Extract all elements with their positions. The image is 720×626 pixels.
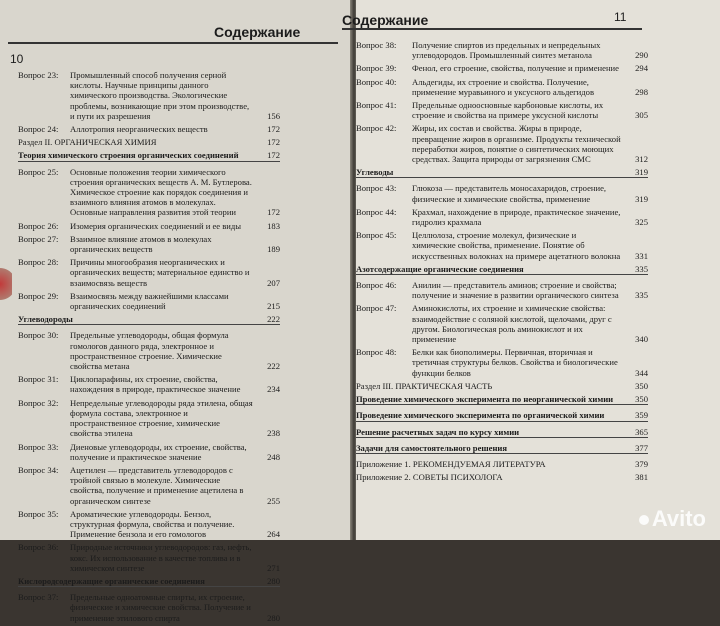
- entry-title: Получение спиртов из предельных и непредельных углеводородов. Промышленный синтез метанола: [412, 40, 601, 61]
- entry-title: Взаимосвязь между важнейшими классами органических соединений: [70, 290, 229, 312]
- question-number: Вопрос 43:: [356, 183, 397, 194]
- entry-title: Предельные углеводороды, общая формула гомологов данного ряда, электронное и пространственное строение. Химические свойства метана: [70, 330, 229, 372]
- entry-title: Проведение химического эксперимента по неорганической химии: [356, 394, 614, 405]
- entry-title: Ацетилен — представитель углеводородов с тройной связью в молекуле. Химические свойства, получение и применение ацетилена в органическом синтезе: [70, 464, 244, 506]
- entry-title: Приложение 2. СОВЕТЫ ПСИХОЛОГА: [356, 472, 503, 483]
- toc-entry: [18, 592, 280, 623]
- page-ref: 325: [635, 217, 648, 228]
- avito-watermark: Avito: [639, 506, 706, 532]
- page-ref: 381: [635, 472, 648, 483]
- question-number: Вопрос 24:: [18, 124, 59, 135]
- toc-entry: [18, 221, 280, 231]
- entry-title: Задачи для самостоятельного решения: [356, 442, 508, 453]
- right-header-rule: [342, 28, 642, 30]
- page-ref: 264: [267, 529, 280, 540]
- question-number: Вопрос 45:: [356, 230, 397, 241]
- entry-title: Циклопарафины, их строение, свойства, нахождения в природе, практическое значение: [70, 374, 241, 395]
- entry-title: Предельные одноосновные карбоновые кислоты, их строение и свойства на примере уксусной кислоты: [412, 100, 604, 121]
- toc-entry: [356, 381, 648, 391]
- toc-entry: [356, 303, 648, 344]
- entry-title: Целлюлоза, строение молекул, физические и химические свойства, применение. Понятие об искусственных волокнах на примере ацетатного волокна: [412, 230, 621, 261]
- page-ref: 215: [267, 301, 280, 312]
- entry-title: Решение расчетных задач по курсу химии: [356, 426, 520, 437]
- page-ref: 350: [635, 394, 648, 405]
- right-page: [342, 0, 720, 540]
- question-number: Вопрос 47:: [356, 303, 397, 314]
- page-ref: 335: [635, 290, 648, 301]
- entry-title: Теория химического строения органических соединений: [18, 150, 239, 161]
- toc-entry: [356, 123, 648, 164]
- entry-title: Анилин — представитель аминов; строение и свойства; получение и значение в развитии органического синтеза: [412, 280, 619, 301]
- entry-title: Непредельные углеводороды ряда этилена, общая формула состава, электронное и пространственное строение, химические свойства этилена: [70, 397, 253, 439]
- toc-entry: [356, 167, 648, 178]
- page-ref: 350: [635, 380, 648, 391]
- toc-entry: [18, 374, 280, 394]
- page-ref: 238: [267, 428, 280, 439]
- page-ref: 344: [635, 367, 648, 378]
- page-ref: 312: [635, 154, 648, 165]
- entry-title: Раздел II. ОРГАНИЧЕСКАЯ ХИМИЯ: [18, 137, 157, 148]
- right-toc: [356, 40, 648, 485]
- page-ref: 379: [635, 458, 648, 469]
- toc-entry: [356, 230, 648, 261]
- entry-title: Глюкоза — представитель моносахаридов, строение, физические и химические свойства, применение: [412, 183, 607, 204]
- question-number: Вопрос 44:: [356, 206, 397, 217]
- question-number: Вопрос 37:: [18, 592, 59, 603]
- toc-entry: [18, 234, 280, 254]
- toc-entry: [356, 427, 648, 438]
- toc-entry: [18, 509, 280, 540]
- page-ref: 156: [267, 110, 280, 121]
- page-ref: 335: [635, 263, 648, 274]
- page-ref: 340: [635, 334, 648, 345]
- toc-entry: [356, 443, 648, 454]
- toc-entry: [18, 542, 280, 573]
- page-ref: 319: [635, 167, 648, 178]
- left-page-number: 10: [10, 52, 24, 66]
- question-number: Вопрос 41:: [356, 100, 397, 111]
- entry-title: Раздел III. ПРАКТИЧЕСКАЯ ЧАСТЬ: [356, 380, 493, 391]
- page-ref: 222: [267, 314, 280, 325]
- left-toc: [18, 70, 280, 626]
- question-number: Вопрос 48:: [356, 347, 397, 358]
- question-number: Вопрос 27:: [18, 233, 59, 244]
- toc-entry: [18, 291, 280, 311]
- page-ref: 319: [635, 193, 648, 204]
- toc-entry: [356, 264, 648, 275]
- question-number: Вопрос 31:: [18, 374, 59, 385]
- entry-title: Жиры, их состав и свойства. Жиры в природе, превращение жиров в организме. Продукты технической переработки жиров, понятие о синтетических моющих средствах. Защита природы от загрязнения СМС: [412, 123, 621, 165]
- toc-entry: [356, 63, 648, 73]
- page-ref: 298: [635, 86, 648, 97]
- toc-entry: [18, 137, 280, 147]
- right-page-number: 11: [614, 10, 627, 24]
- question-number: Вопрос 28:: [18, 257, 59, 268]
- question-number: Вопрос 46:: [356, 280, 397, 291]
- toc-entry: [18, 442, 280, 462]
- entry-title: Кислородсодержащие органические соединения: [18, 575, 205, 586]
- entry-title: Ароматические углеводороды. Бензол, структурная формула, свойства и получение. Применение бензола и его гомологов: [70, 508, 235, 540]
- toc-entry: [18, 576, 280, 587]
- entry-title: Азотсодержащие органические соединения: [356, 263, 524, 274]
- page-ref: 255: [267, 495, 280, 506]
- page-ref: 377: [635, 442, 648, 453]
- page-ref: 280: [267, 612, 280, 623]
- entry-title: Приложение 1. РЕКОМЕНДУЕМАЯ ЛИТЕРАТУРА: [356, 458, 546, 469]
- entry-title: Проведение химического эксперимента по органической химии: [356, 410, 605, 421]
- toc-entry: [18, 330, 280, 371]
- question-number: Вопрос 33:: [18, 441, 59, 452]
- question-number: Вопрос 38:: [356, 40, 397, 50]
- page-ref: 290: [635, 50, 648, 61]
- page-ref: 172: [267, 124, 280, 135]
- entry-title: Природные источники углеводородов: газ, нефть, кокс. Их использование в качестве топлива и в химическом синтезе: [70, 542, 252, 573]
- entry-title: Крахмал, нахождение в природе, практическое значение, гидролиз крахмала: [412, 206, 621, 228]
- toc-entry: [356, 459, 648, 469]
- question-number: Вопрос 40:: [356, 76, 397, 87]
- page-ref: 331: [635, 250, 648, 261]
- toc-entry: [356, 394, 648, 405]
- left-page: [0, 0, 352, 623]
- entry-title: Причины многообразия неорганических и органических веществ; материальное единство и взаимосвязь веществ: [70, 257, 250, 288]
- toc-entry: [18, 150, 280, 161]
- entry-title: Фенол, его строение, свойства, получение и применение: [412, 63, 619, 74]
- toc-entry: [356, 347, 648, 378]
- question-number: Вопрос 32:: [18, 397, 59, 408]
- toc-entry: [356, 100, 648, 120]
- entry-title: Основные положения теории химического строения органических веществ А. М. Бутлерова. Химическое строение как порядок соединения и взаимного влияния атомов в молекулах. Основные направления развития этой теории: [70, 166, 252, 218]
- question-number: Вопрос 35:: [18, 508, 59, 519]
- entry-title: Углеводы: [356, 167, 394, 178]
- right-page-header: Содержание: [342, 12, 429, 28]
- page-ref: 189: [267, 244, 280, 255]
- entry-title: Углеводороды: [18, 314, 73, 325]
- question-number: Вопрос 26:: [18, 220, 59, 231]
- page-ref: 183: [267, 220, 280, 231]
- page-ref: 172: [267, 150, 280, 161]
- toc-entry: [356, 410, 648, 421]
- entry-title: Альдегиды, их строение и свойства. Получение, применение муравьиного и уксусного альдегидов: [412, 76, 594, 97]
- entry-title: Изомерия органических соединений и ее виды: [70, 220, 242, 231]
- question-number: Вопрос 36:: [18, 542, 59, 553]
- page-ref: 365: [635, 426, 648, 437]
- entry-title: Взаимное влияние атомов в молекулах органических веществ: [70, 233, 212, 255]
- page-ref: 222: [267, 361, 280, 372]
- question-number: Вопрос 30:: [18, 330, 59, 341]
- toc-entry: [356, 77, 648, 97]
- entry-title: Диеновые углеводороды, их строение, свойства, получение и практическое значение: [70, 441, 247, 462]
- question-number: Вопрос 25:: [18, 166, 59, 177]
- toc-entry: [18, 167, 280, 218]
- question-number: Вопрос 23:: [18, 70, 59, 80]
- entry-title: Аминокислоты, их строение и химические свойства: взаимодействие с соляной кислотой, щелочами, друг с другом. Биологическая роль аминокислот и их применение: [412, 303, 612, 345]
- toc-entry: [18, 398, 280, 439]
- page-ref: 248: [267, 451, 280, 462]
- toc-entry: [18, 465, 280, 506]
- question-number: Вопрос 42:: [356, 123, 397, 134]
- question-number: Вопрос 34:: [18, 464, 59, 475]
- page-ref: 271: [267, 562, 280, 573]
- page-ref: 234: [267, 384, 280, 395]
- question-number: Вопрос 29:: [18, 290, 59, 301]
- toc-entry: [356, 40, 648, 60]
- page-ref: 172: [267, 137, 280, 148]
- toc-entry: [18, 70, 280, 121]
- page-ref: 359: [635, 410, 648, 421]
- page-ref: 207: [267, 277, 280, 288]
- toc-entry: [356, 183, 648, 203]
- page-ref: 172: [267, 207, 280, 218]
- toc-entry: [18, 124, 280, 134]
- question-number: Вопрос 39:: [356, 63, 397, 74]
- entry-title: Предельные одноатомные спирты, их строение, физические и химические свойства. Получение и применение этилового спирта: [70, 592, 251, 623]
- entry-title: Белки как биополимеры. Первичная, вторичная и третичная структуры белков. Свойства и биологические функции белков: [412, 347, 618, 378]
- toc-entry: [356, 280, 648, 300]
- toc-entry: [356, 207, 648, 227]
- toc-entry: [356, 472, 648, 482]
- left-header-rule: [8, 42, 338, 44]
- toc-entry: [18, 314, 280, 325]
- page-ref: 305: [635, 110, 648, 121]
- toc-entry: [18, 257, 280, 288]
- page-ref: 280: [267, 575, 280, 586]
- entry-title: Аллотропия неорганических веществ: [70, 124, 208, 135]
- page-ref: 294: [635, 63, 648, 74]
- entry-title: Промышленный способ получения серной кислоты. Научные принципы данного химического производства. Экологические проблемы, возникающие при этом производстве, и пути их разрешения: [70, 70, 250, 121]
- finger: [0, 265, 12, 303]
- left-page-header: Содержание: [214, 24, 301, 40]
